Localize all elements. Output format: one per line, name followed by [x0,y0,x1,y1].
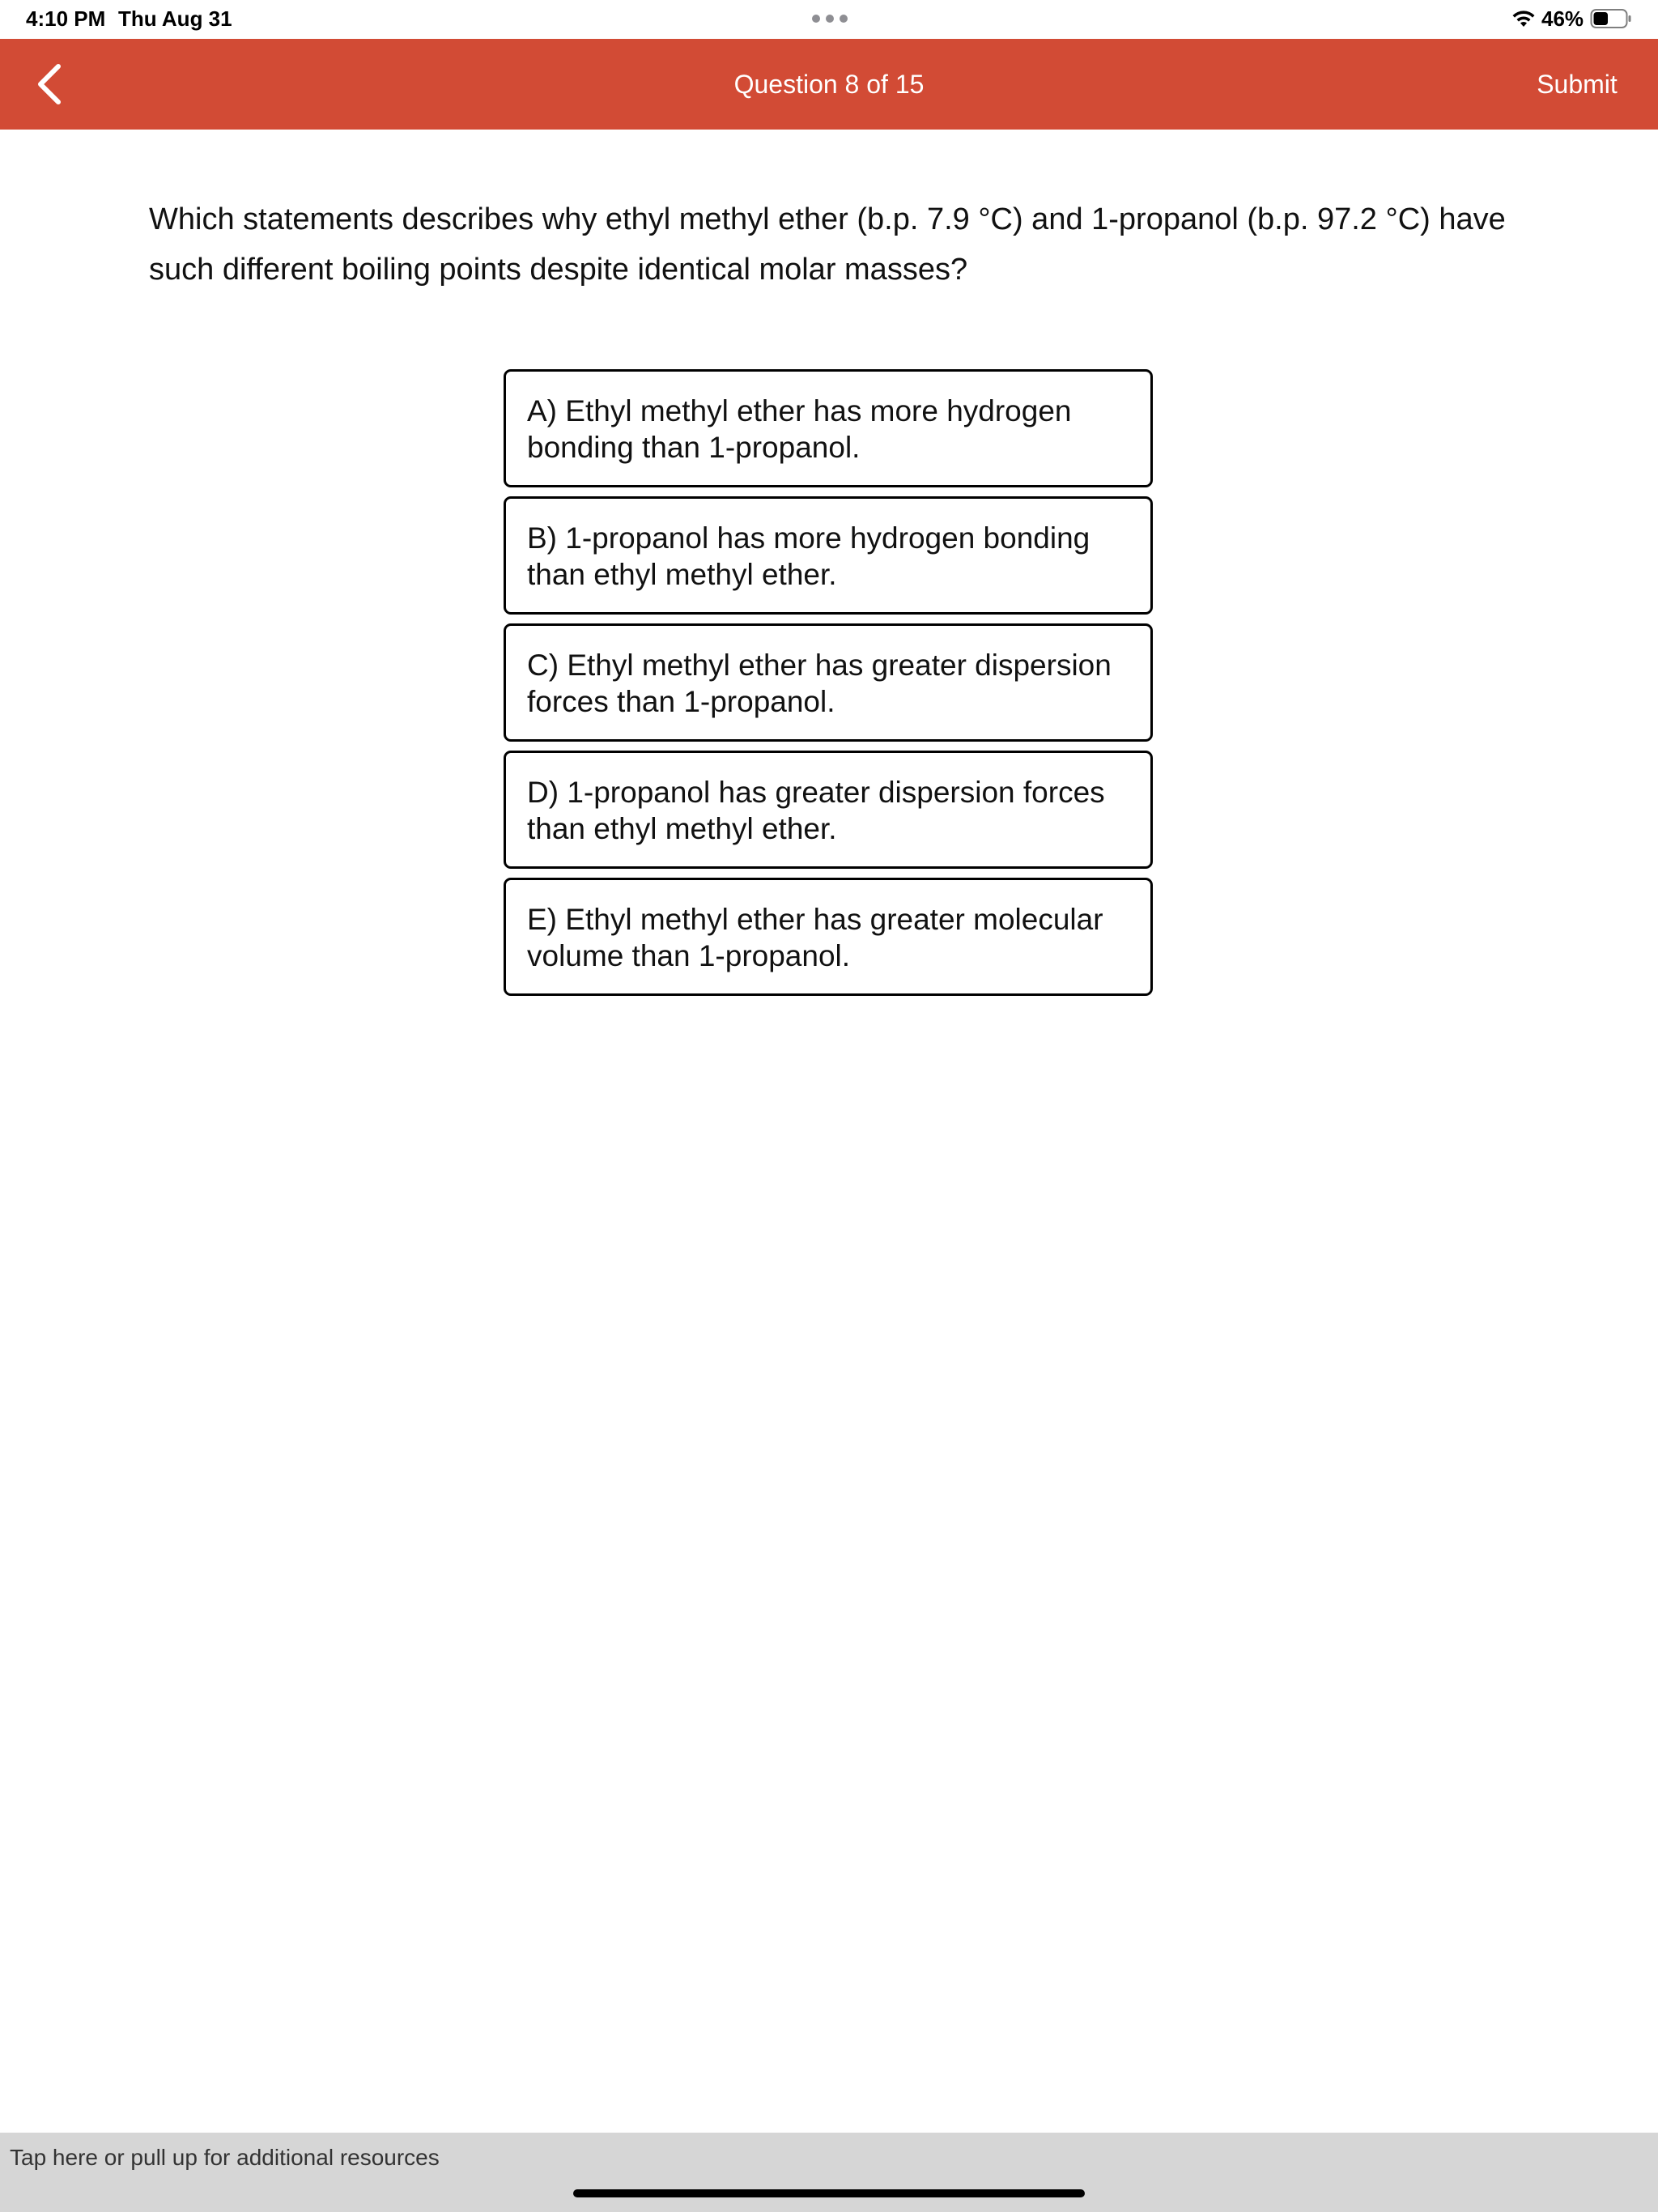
page-title: Question 8 of 15 [733,70,925,99]
multitask-dots-icon[interactable] [812,15,848,24]
resources-text: Tap here or pull up for additional resources [10,2145,440,2170]
home-indicator[interactable] [573,2189,1085,2197]
choice-a[interactable]: A) Ethyl methyl ether has more hydrogen bonding than 1-propanol. [504,369,1153,487]
choice-e[interactable]: E) Ethyl methyl ether has greater molecular volume than 1-propanol. [504,878,1153,996]
nav-header [0,39,1658,130]
battery-percent: 46% [1541,6,1584,31]
back-button[interactable] [19,57,78,112]
status-bar [0,0,1658,39]
choice-d[interactable]: D) 1-propanol has greater dispersion forces than ethyl methyl ether. [504,751,1153,869]
choice-c[interactable]: C) Ethyl methyl ether has greater dispersion forces than 1-propanol. [504,623,1153,742]
resources-bar[interactable] [0,2133,1658,2212]
battery-icon [1590,8,1632,29]
submit-button[interactable]: Submit [1537,70,1618,99]
status-time: 4:10 PM [26,6,106,31]
question-text: Which statements describes why ethyl methyl ether (b.p. 7.9 °C) and 1-propanol (b.p. 97.2 °C) have such different boiling points despite identical molar masses? [149,202,1506,287]
answer-choices [504,369,1153,1005]
choice-b[interactable]: B) 1-propanol has more hydrogen bonding than ethyl methyl ether. [504,496,1153,615]
status-date: Thu Aug 31 [118,6,232,31]
chevron-left-icon [32,62,65,107]
wifi-icon [1511,9,1537,28]
